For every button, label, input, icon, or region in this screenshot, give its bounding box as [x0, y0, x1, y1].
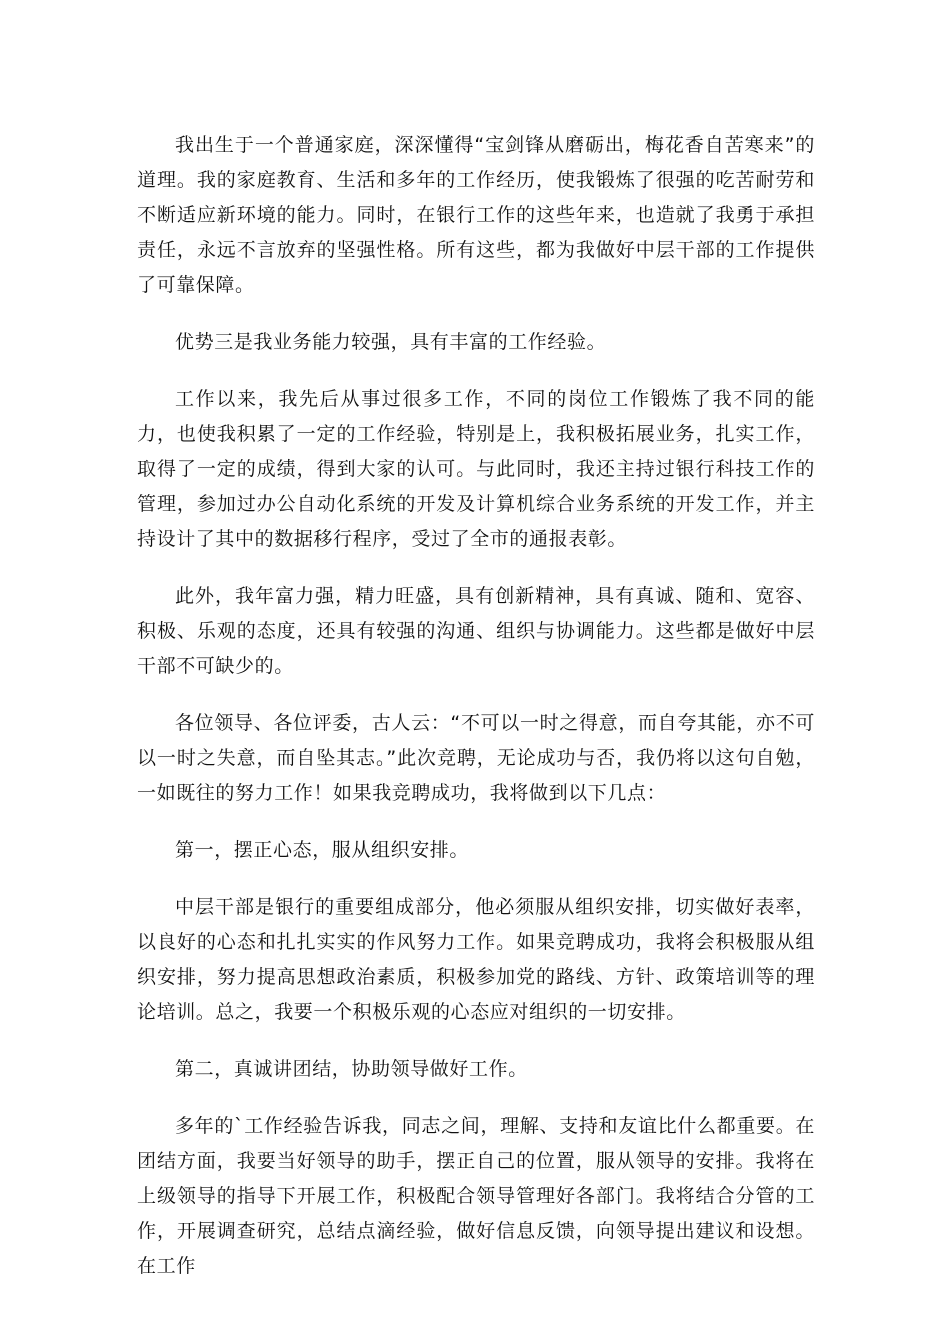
paragraph: 中层干部是银行的重要组成部分，他必须服从组织安排，切实做好表率，以良好的心态和扎扎实实的作风努力工作。如果竞聘成功，我将会积极服从组织安排，努力提高思想政治素质，积极参加党的路线、方针、政策培训等的理论培训。总之，我要一个积极乐观的心态应对组织的一切安排。 [137, 896, 815, 1023]
paragraph: 优势三是我业务能力较强，具有丰富的工作经验。 [175, 331, 607, 353]
paragraph: 第二，真诚讲团结，协助领导做好工作。 [175, 1058, 528, 1080]
paragraph: 第一，摆正心态，服从组织安排。 [175, 839, 470, 861]
document-body [137, 128, 815, 1306]
paragraph: 多年的`工作经验告诉我，同志之间，理解、支持和友谊比什么都重要。在团结方面，我要当好领导的助手，摆正自己的位置，服从领导的安排。我将在上级领导的指导下开展工作，积极配合领导管理好各部门。我将结合分管的工作，开展调查研究，总结点滴经验，做好信息反馈，向领导提出建议和设想。在工作 [137, 1115, 815, 1277]
paragraph: 此外，我年富力强，精力旺盛，具有创新精神，具有真诚、随和、宽容、积极、乐观的态度，还具有较强的沟通、组织与协调能力。这些都是做好中层干部不可缺少的。 [137, 585, 815, 677]
paragraph: 各位领导、各位评委，古人云：“不可以一时之得意，而自夸其能，亦不可以一时之失意，而自坠其志。”此次竞聘，无论成功与否，我仍将以这句自勉，一如既往的努力工作！如果我竞聘成功，我将做到以下几点： [137, 712, 815, 804]
paragraph: 我出生于一个普通家庭，深深懂得“宝剑锋从磨砺出，梅花香自苦寒来”的道理。我的家庭教育、生活和多年的工作经历，使我锻炼了很强的吃苦耐劳和不断适应新环境的能力。同时，在银行工作的这些年来，也造就了我勇于承担责任，永远不言放弃的坚强性格。所有这些，都为我做好中层干部的工作提供了可靠保障。 [137, 134, 815, 296]
paragraph: 工作以来，我先后从事过很多工作，不同的岗位工作锻炼了我不同的能力，也使我积累了一定的工作经验，特别是上，我积极拓展业务，扎实工作，取得了一定的成绩，得到大家的认可。与此同时，我还主持过银行科技工作的管理，参加过办公自动化系统的开发及计算机综合业务系统的开发工作，并主持设计了其中的数据移行程序，受过了全市的通报表彰。 [137, 388, 815, 550]
